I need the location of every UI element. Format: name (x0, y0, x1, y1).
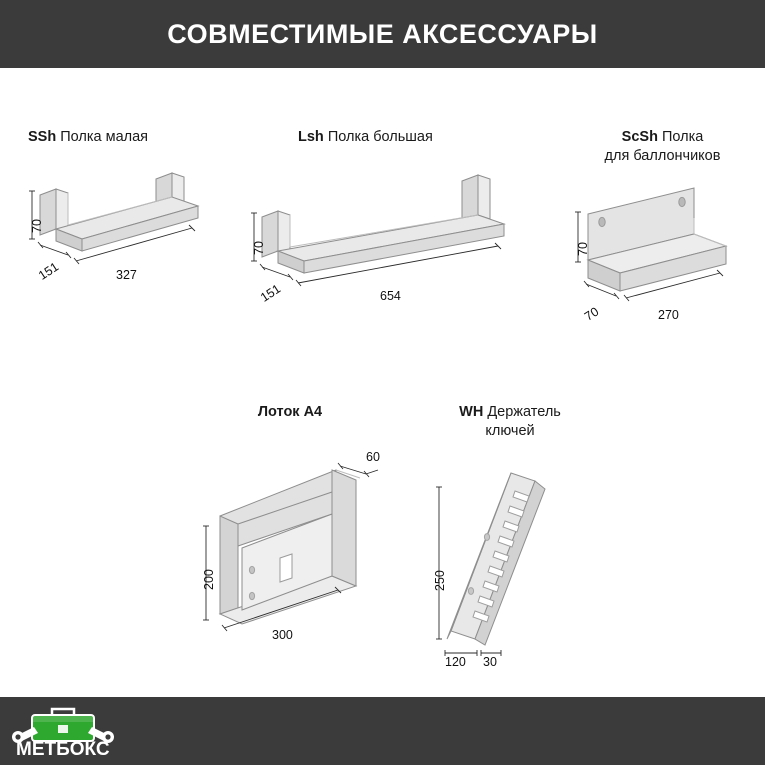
item-ssh-caption (28, 128, 258, 147)
item-ssh-svg (28, 173, 258, 353)
item-ssh-dim-height: 70 (30, 219, 44, 233)
item-tray-a4-drawing (180, 450, 400, 650)
item-lsh (248, 128, 548, 363)
item-lsh-dim-height: 70 (252, 241, 266, 255)
item-scsh-svg (570, 188, 755, 368)
logo-text: МЕТБОКС (16, 739, 110, 760)
item-tray-a4-dim-height: 200 (202, 569, 216, 590)
item-scsh-dim-width: 270 (658, 308, 679, 322)
item-ssh-name: Полка малая (60, 129, 149, 145)
item-wh-dim-height: 250 (433, 570, 447, 591)
item-scsh-code: ScSh (621, 129, 658, 145)
item-scsh (570, 128, 755, 368)
item-wh-name-line2: ключей (485, 423, 535, 439)
page-title: СОВМЕСТИМЫЕ АКСЕССУАРЫ (167, 18, 598, 49)
item-ssh-dim-width: 327 (116, 268, 137, 282)
item-scsh-dim-height: 70 (576, 242, 590, 256)
item-scsh-name-line2: для баллончиков (604, 148, 721, 164)
item-tray-a4-code: Лоток А4 (257, 404, 323, 420)
item-lsh-code: Lsh (298, 129, 324, 145)
item-ssh-dim-depth: 151 (36, 259, 62, 283)
item-scsh-name-line1: Полка (661, 129, 704, 145)
item-wh-code: WH (459, 404, 484, 420)
item-wh-drawing (415, 463, 605, 678)
footer-bar (0, 697, 765, 765)
item-lsh-drawing (248, 173, 548, 363)
item-wh-caption (415, 403, 605, 441)
item-scsh-caption (570, 128, 755, 166)
item-scsh-drawing (570, 188, 755, 368)
brand-logo (8, 701, 184, 761)
item-tray-a4-dim-depth: 60 (366, 450, 380, 464)
item-wh (415, 403, 605, 678)
item-ssh-drawing (28, 173, 258, 353)
item-lsh-dim-width: 654 (380, 289, 401, 303)
item-wh-dim-thickness: 30 (483, 655, 497, 669)
item-lsh-caption (248, 128, 548, 147)
diagram-content (0, 68, 765, 697)
item-ssh-code: SSh (28, 129, 57, 145)
item-lsh-name: Полка большая (327, 129, 433, 145)
item-ssh (28, 128, 258, 353)
item-wh-name-line1: Держатель (487, 404, 561, 420)
item-scsh-dim-depth: 70 (582, 304, 602, 324)
logo-svg (8, 701, 184, 761)
item-wh-dim-width: 120 (445, 655, 466, 669)
item-tray-a4-svg (180, 450, 400, 650)
item-lsh-dim-depth: 151 (258, 281, 284, 305)
item-tray-a4-caption (180, 403, 400, 422)
item-lsh-svg (248, 173, 548, 363)
item-tray-a4-dim-width: 300 (272, 628, 293, 642)
item-tray-a4 (180, 403, 400, 650)
header-bar (0, 0, 765, 68)
